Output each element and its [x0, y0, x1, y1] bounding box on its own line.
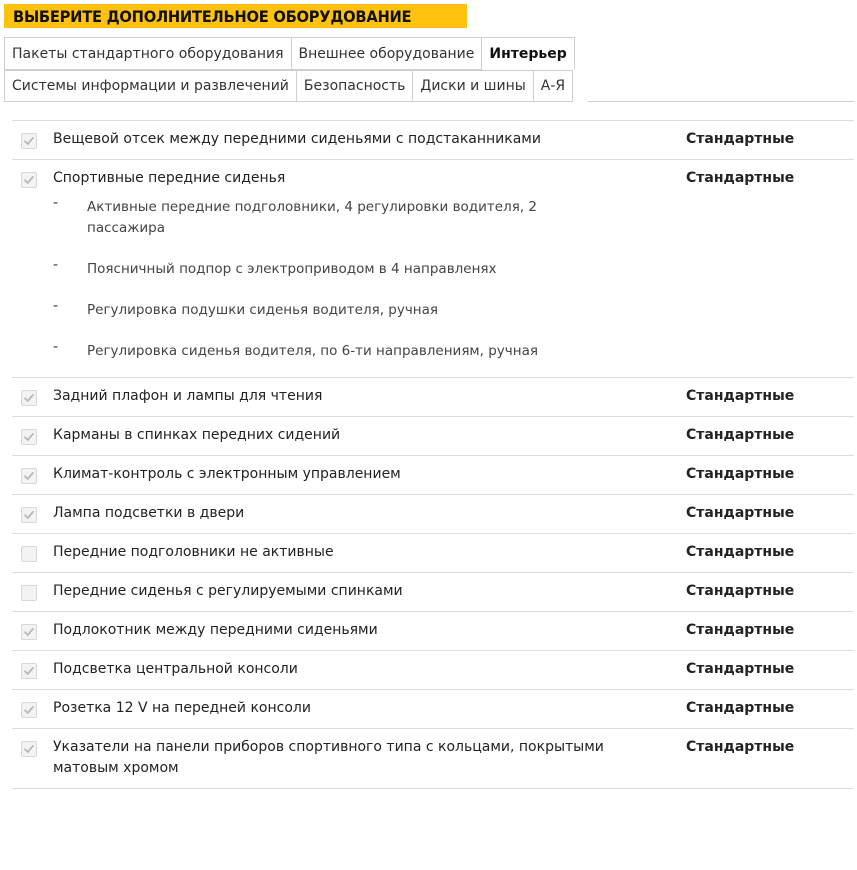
item-checkbox[interactable] — [21, 546, 37, 562]
tab-a-z[interactable]: А-Я — [534, 70, 573, 102]
list-item-header — [12, 425, 854, 446]
item-status: Стандартные — [686, 131, 795, 147]
item-status: Стандартные — [686, 622, 795, 638]
item-label: Вещевой отсек между передними сиденьями с подстаканниками — [53, 131, 541, 147]
list-item-header — [12, 386, 854, 407]
tabs-divider — [588, 101, 854, 102]
sub-item-label: Регулировка сиденья водителя, по 6-ти направлениям, ручная — [87, 343, 538, 359]
sub-item-list — [12, 197, 854, 366]
list-item-header — [12, 698, 854, 719]
item-label: Подсветка центральной консоли — [53, 661, 298, 677]
list-item — [12, 534, 854, 573]
item-label: Передние подголовники не активные — [53, 544, 334, 560]
list-item-header — [12, 659, 854, 680]
item-status: Стандартные — [686, 170, 795, 186]
tab-safety[interactable]: Безопасность — [297, 70, 413, 102]
check-icon — [23, 509, 35, 521]
check-icon — [23, 704, 35, 716]
title-bar — [4, 4, 467, 28]
item-label: Климат-контроль с электронным управлением — [53, 466, 401, 482]
item-label: Спортивные передние сиденья — [53, 170, 286, 186]
check-icon — [23, 392, 35, 404]
list-item — [12, 121, 854, 160]
list-item-header — [12, 168, 854, 189]
list-item-header — [12, 464, 854, 485]
item-label: Карманы в спинках передних сидений — [53, 427, 341, 443]
list-item-header — [12, 581, 854, 602]
check-icon — [23, 743, 35, 755]
dash-icon: - — [53, 195, 59, 211]
equipment-list — [12, 120, 854, 789]
sub-item-label: Активные передние подголовники, 4 регулировки водителя, 2 пассажира — [87, 199, 537, 236]
check-icon — [23, 431, 35, 443]
item-checkbox[interactable] — [21, 585, 37, 601]
dash-icon: - — [53, 339, 59, 355]
item-checkbox[interactable] — [21, 702, 37, 718]
list-item — [12, 651, 854, 690]
item-checkbox[interactable] — [21, 624, 37, 640]
item-status: Стандартные — [686, 661, 795, 677]
item-status: Стандартные — [686, 700, 795, 716]
check-icon — [23, 174, 35, 186]
list-item-header — [12, 129, 854, 150]
item-checkbox[interactable] — [21, 172, 37, 188]
tab-row-1 — [4, 37, 575, 70]
sub-item — [12, 197, 587, 259]
item-checkbox[interactable] — [21, 468, 37, 484]
item-label: Задний плафон и лампы для чтения — [53, 388, 323, 404]
check-icon — [23, 135, 35, 147]
item-label: Лампа подсветки в двери — [53, 505, 245, 521]
sub-item — [12, 259, 587, 300]
sub-item — [12, 300, 587, 341]
tab-exterior[interactable]: Внешнее оборудование — [292, 37, 483, 70]
item-checkbox[interactable] — [21, 507, 37, 523]
tab-row-2 — [4, 70, 573, 102]
list-item — [12, 417, 854, 456]
list-item-header — [12, 620, 854, 641]
item-status: Стандартные — [686, 583, 795, 599]
item-checkbox[interactable] — [21, 390, 37, 406]
item-status: Стандартные — [686, 466, 795, 482]
list-item — [12, 690, 854, 729]
list-item — [12, 456, 854, 495]
list-item-header — [12, 737, 854, 779]
item-label: Подлокотник между передними сиденьями — [53, 622, 378, 638]
sub-item — [12, 341, 587, 366]
check-icon — [23, 626, 35, 638]
dash-icon: - — [53, 257, 59, 273]
list-item — [12, 160, 854, 378]
tab-wheels-tires[interactable]: Диски и шины — [413, 70, 533, 102]
item-checkbox[interactable] — [21, 741, 37, 757]
tab-standard-packages[interactable]: Пакеты стандартного оборудования — [4, 37, 292, 70]
dash-icon: - — [53, 298, 59, 314]
item-checkbox[interactable] — [21, 133, 37, 149]
list-item — [12, 612, 854, 651]
item-status: Стандартные — [686, 388, 795, 404]
check-icon — [23, 470, 35, 482]
page-title: ВЫБЕРИТЕ ДОПОЛНИТЕЛЬНОЕ ОБОРУДОВАНИЕ — [13, 7, 412, 26]
item-label: Указатели на панели приборов спортивного типа с кольцами, покрытыми матовым хромом — [53, 739, 604, 776]
list-item — [12, 495, 854, 534]
list-item-header — [12, 503, 854, 524]
item-checkbox[interactable] — [21, 663, 37, 679]
sub-item-label: Регулировка подушки сиденья водителя, ручная — [87, 302, 439, 318]
check-icon — [23, 665, 35, 677]
list-item — [12, 378, 854, 417]
item-status: Стандартные — [686, 505, 795, 521]
item-checkbox[interactable] — [21, 429, 37, 445]
list-item — [12, 573, 854, 612]
item-label: Передние сиденья с регулируемыми спинками — [53, 583, 403, 599]
list-item — [12, 729, 854, 789]
list-item-header — [12, 542, 854, 563]
item-label: Розетка 12 V на передней консоли — [53, 700, 311, 716]
item-status: Стандартные — [686, 427, 795, 443]
item-status: Стандартные — [686, 544, 795, 560]
item-status: Стандартные — [686, 739, 795, 755]
tab-interior[interactable]: Интерьер — [482, 37, 574, 70]
tab-infotainment[interactable]: Системы информации и развлечений — [4, 70, 297, 102]
sub-item-label: Поясничный подпор с электроприводом в 4 направленях — [87, 261, 497, 277]
